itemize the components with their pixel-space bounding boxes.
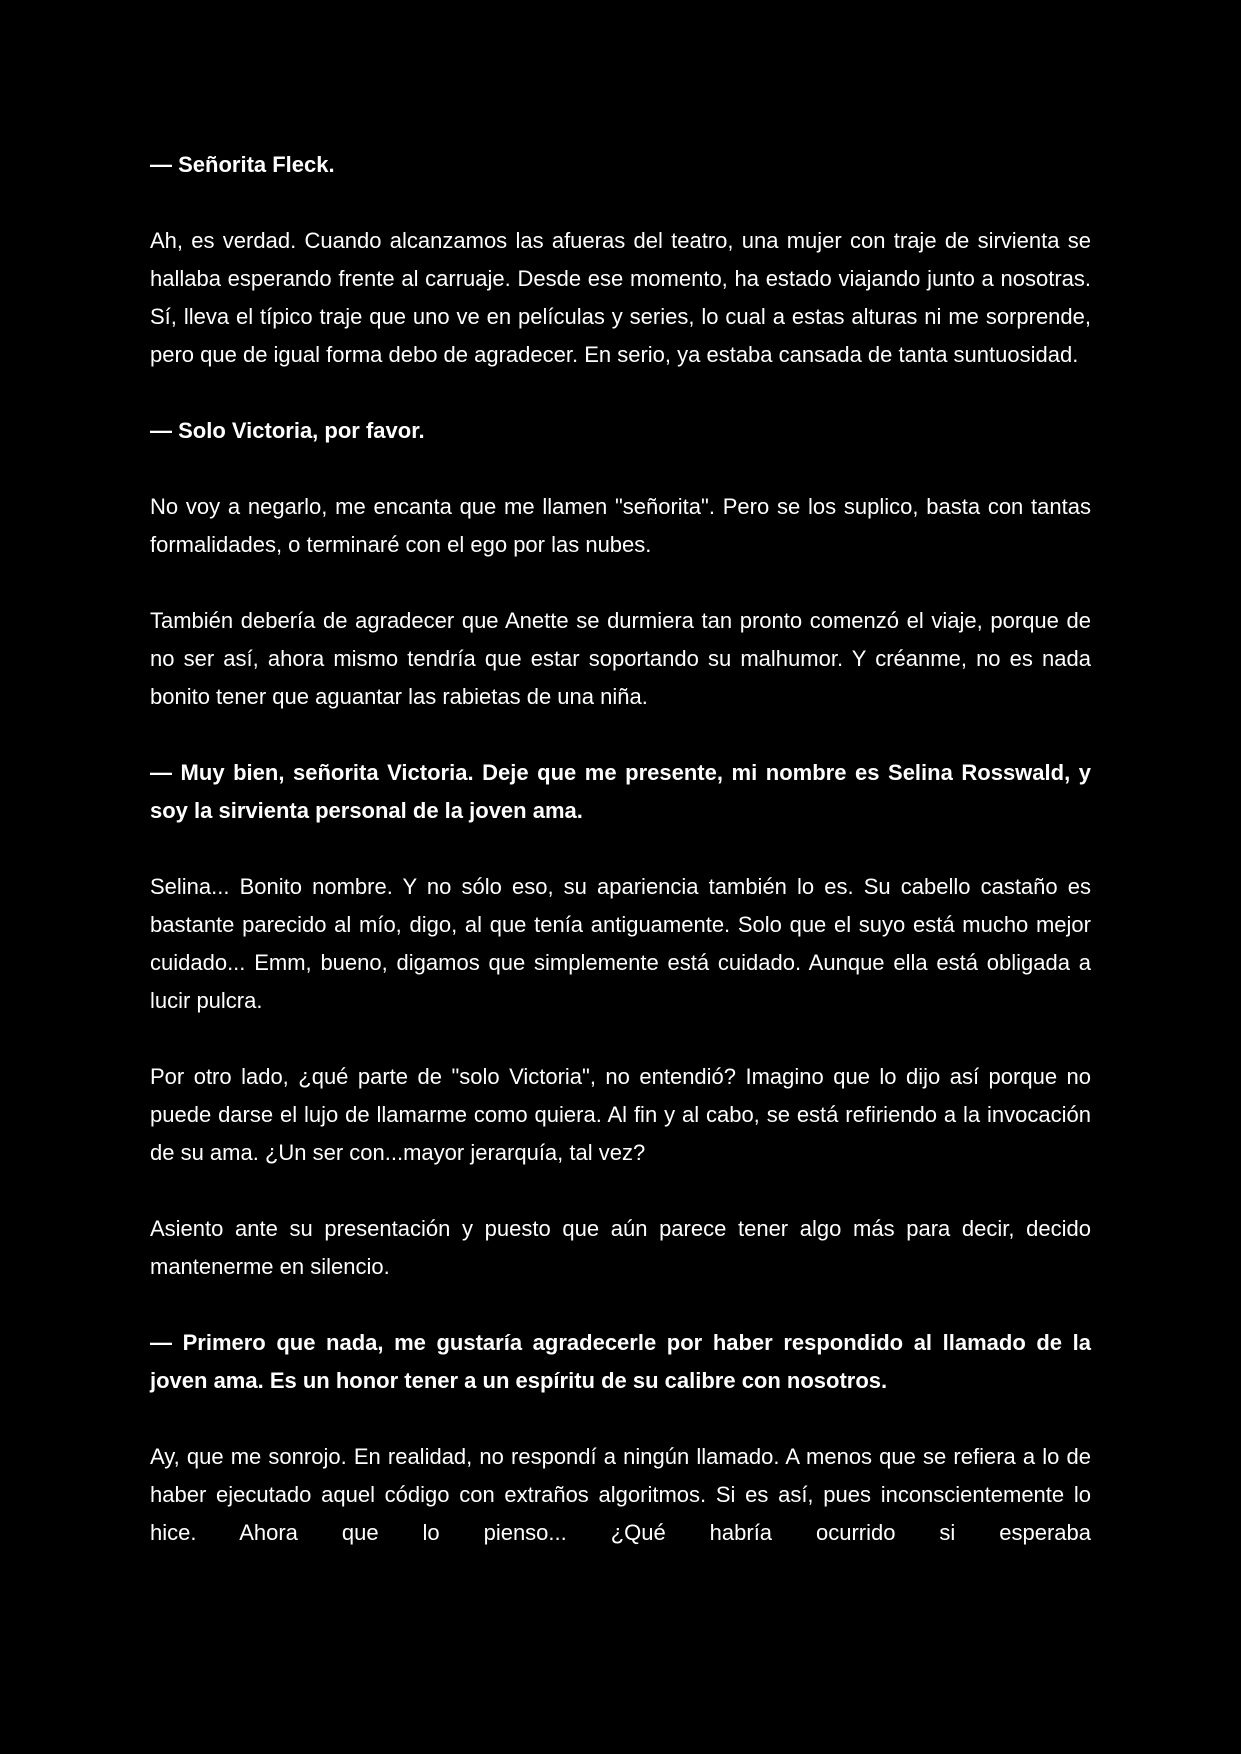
paragraph-maid-arrival: Ah, es verdad. Cuando alcanzamos las afueras del teatro, una mujer con traje de sirvienta se hallaba esperando frente al carruaje. Desde ese momento, ha estado viajando junto a nosotras. Sí, lleva el típico traje que uno ve en películas y series, lo cual a estas alturas ni me sorprende, pero que de igual forma debo de agradecer. En serio, ya estaba cansada de tanta suntuosidad. — [150, 228, 1091, 367]
paragraph-formalities: No voy a negarlo, me encanta que me llamen "señorita". Pero se los suplico, basta con tantas formalidades, o terminaré con el ego por las nubes. — [150, 494, 1091, 557]
paragraph-anette-sleeping: También debería de agradecer que Anette se durmiera tan pronto comenzó el viaje, porque de no ser así, ahora mismo tendría que estar soportando su malhumor. Y créanme, no es nada bonito tener que aguantar las rabietas de una niña. — [150, 608, 1091, 709]
document-page — [150, 146, 1091, 1552]
paragraph-solo-victoria-thoughts: Por otro lado, ¿qué parte de "solo Victoria", no entendió? Imagino que lo dijo así porque no puede darse el lujo de llamarme como quiera. Al fin y al cabo, se está refiriendo a la invocación de su ama. ¿Un ser con...mayor jerarquía, tal vez? — [150, 1064, 1091, 1165]
paragraph-selina-appearance: Selina... Bonito nombre. Y no sólo eso, su apariencia también lo es. Su cabello castaño es bastante parecido al mío, digo, al que tenía antiguamente. Solo que el suyo está mucho mejor cuidado... Emm, bueno, digamos que simplemente está cuidado. Aunque ella está obligada a lucir pulcra. — [150, 874, 1091, 1013]
dialogue-gratitude: — Primero que nada, me gustaría agradecerle por haber respondido al llamado de la joven ama. Es un honor tener a un espíritu de su calibre con nosotros. — [150, 1330, 1091, 1393]
dialogue-selina-introduction: — Muy bien, señorita Victoria. Deje que me presente, mi nombre es Selina Rosswald, y soy la sirvienta personal de la joven ama. — [150, 760, 1091, 823]
dialogue-solo-victoria: — Solo Victoria, por favor. — [150, 418, 425, 443]
paragraph-silence: Asiento ante su presentación y puesto que aún parece tener algo más para decir, decido mantenerme en silencio. — [150, 1216, 1091, 1279]
dialogue-senorita-fleck: — Señorita Fleck. — [150, 152, 335, 177]
paragraph-blushing: Ay, que me sonrojo. En realidad, no respondí a ningún llamado. A menos que se refiera a lo de haber ejecutado aquel código con extraños algoritmos. Si es así, pues inconscientemente lo hice. Ahora que lo pienso... ¿Qué habría ocurrido si esperaba — [150, 1444, 1091, 1545]
